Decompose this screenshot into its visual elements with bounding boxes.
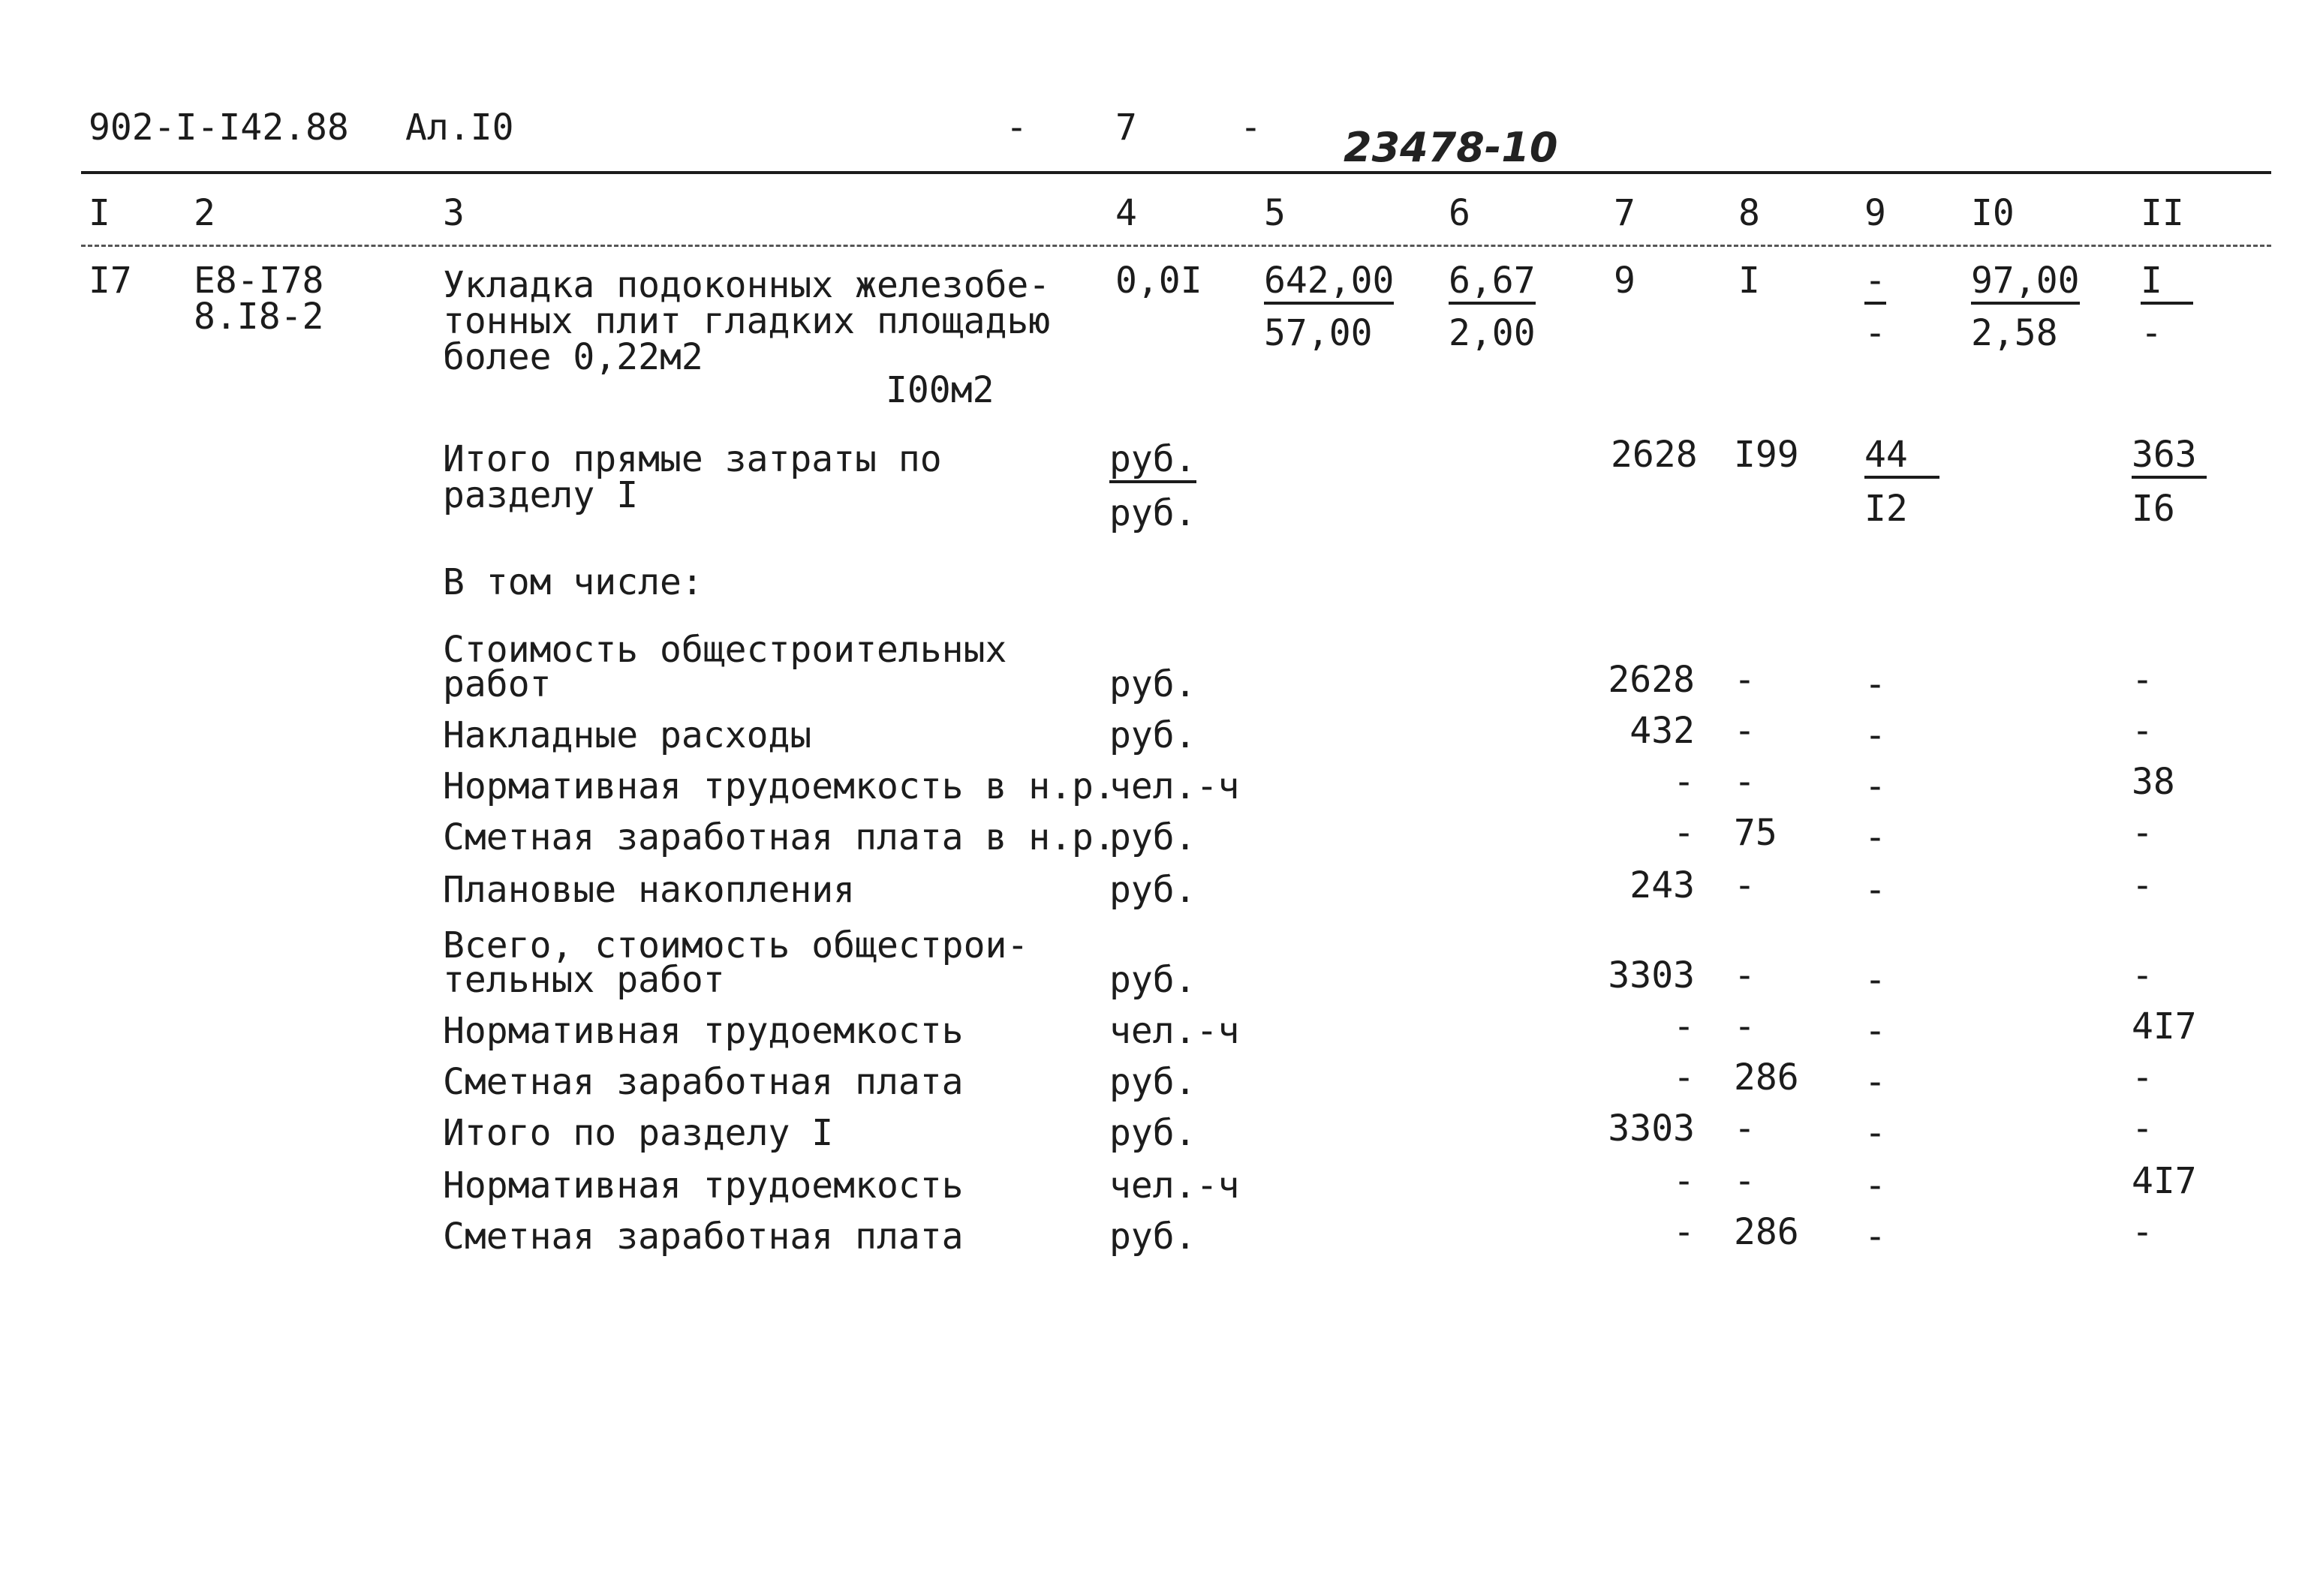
summary-col11: 4I7 <box>2132 1160 2197 1202</box>
summary-unit: руб. <box>1109 869 1196 911</box>
summary-label: Всего, стоимость общестрои- <box>443 924 1029 966</box>
direct-costs-col9-bottom: I2 <box>1864 488 1908 530</box>
direct-costs-label-line2: разделу I <box>443 474 639 516</box>
item-col11-top: I <box>2141 263 2193 305</box>
summary-col8: - <box>1734 761 1756 803</box>
summary-col7: 3303 <box>1608 1108 1695 1150</box>
summary-col9: - <box>1864 959 1886 1001</box>
item-number: I7 <box>89 260 132 302</box>
summary-col7: - <box>1673 1005 1695 1047</box>
summary-col9: - <box>1864 869 1886 911</box>
header-dash-left: - <box>1006 107 1028 149</box>
summary-col8: - <box>1734 954 1756 996</box>
item-col5-bottom: 57,00 <box>1264 312 1373 354</box>
summary-unit: руб. <box>1109 816 1196 858</box>
summary-unit: руб. <box>1109 1061 1196 1103</box>
sheet-label: Ал.I0 <box>405 107 514 149</box>
summary-col8: 286 <box>1734 1211 1799 1253</box>
summary-label: Итого по разделу I <box>443 1112 834 1154</box>
item-unit: I00м2 <box>886 369 995 411</box>
item-col7: 9 <box>1614 260 1635 302</box>
summary-col9: - <box>1864 663 1886 705</box>
col-header-7: 7 <box>1614 192 1635 234</box>
summary-col7: 432 <box>1629 710 1695 752</box>
summary-col11: 38 <box>2132 761 2175 803</box>
including-label: В том числе: <box>443 561 703 603</box>
col-header-6: 6 <box>1449 192 1470 234</box>
summary-col9: - <box>1864 1216 1886 1258</box>
summary-unit: руб. <box>1109 1112 1196 1154</box>
summary-unit: чел.-ч <box>1109 1010 1240 1052</box>
summary-unit: руб. <box>1109 959 1196 1001</box>
item-quantity: 0,0I <box>1115 260 1202 302</box>
summary-col11: - <box>2132 954 2153 996</box>
item-col6-top: 6,67 <box>1449 263 1536 305</box>
summary-label: Сметная заработная плата <box>443 1216 964 1258</box>
item-col8: I <box>1738 260 1760 302</box>
summary-col8: - <box>1734 659 1756 701</box>
item-description-line2: тонных плит гладких площадью <box>443 300 1051 342</box>
table-top-rule <box>81 171 2271 174</box>
summary-col8: - <box>1734 710 1756 752</box>
summary-label: Нормативная трудоемкость <box>443 1010 964 1052</box>
item-code-line1: Е8-I78 <box>194 260 324 302</box>
item-description-line1: Укладка подоконных железобе- <box>443 264 1051 306</box>
item-col9-bottom: - <box>1864 312 1886 354</box>
col-header-9: 9 <box>1864 192 1886 234</box>
summary-label: Нормативная трудоемкость в н.р. <box>443 765 1115 807</box>
summary-col11: - <box>2132 659 2153 701</box>
item-col6-bottom: 2,00 <box>1449 312 1536 354</box>
summary-col8: - <box>1734 864 1756 906</box>
direct-costs-unit-bottom: руб. <box>1109 492 1196 534</box>
col-header-5: 5 <box>1264 192 1286 234</box>
summary-col9: - <box>1864 714 1886 756</box>
summary-col7: - <box>1673 1056 1695 1099</box>
item-col10-top: 97,00 <box>1971 263 2080 305</box>
summary-col9: - <box>1864 816 1886 858</box>
summary-col7: - <box>1673 761 1695 803</box>
summary-col11: 4I7 <box>2132 1005 2197 1047</box>
summary-label: Сметная заработная плата в н.р. <box>443 816 1115 858</box>
summary-col7: 243 <box>1629 864 1695 906</box>
direct-costs-label-line1: Итого прямые затраты по <box>443 438 942 480</box>
summary-label-continued: работ <box>443 663 552 705</box>
col-header-10: I0 <box>1971 192 2015 234</box>
summary-col9: - <box>1864 1165 1886 1207</box>
summary-unit: чел.-ч <box>1109 765 1240 807</box>
direct-costs-col7: 2628 <box>1611 434 1698 476</box>
summary-col7: 2628 <box>1608 659 1695 701</box>
summary-label: Плановые накопления <box>443 869 856 911</box>
col-header-8: 8 <box>1738 192 1760 234</box>
summary-col8: - <box>1734 1160 1756 1202</box>
summary-col9: - <box>1864 765 1886 807</box>
summary-col11: - <box>2132 710 2153 752</box>
item-col5-top: 642,00 <box>1264 263 1394 305</box>
direct-costs-col11-top: 363 <box>2132 437 2207 479</box>
summary-label-continued: тельных работ <box>443 959 725 1001</box>
summary-col8: - <box>1734 1108 1756 1150</box>
header-bottom-rule <box>81 245 2271 247</box>
item-col11-bottom: - <box>2141 312 2162 354</box>
item-code-line2: 8.I8-2 <box>194 296 324 338</box>
summary-col8: 75 <box>1734 812 1777 854</box>
summary-col8: 286 <box>1734 1056 1799 1099</box>
summary-unit: руб. <box>1109 663 1196 705</box>
handwritten-number: 23478-10 <box>1344 124 1558 171</box>
summary-col11: - <box>2132 812 2153 854</box>
summary-label: Нормативная трудоемкость <box>443 1165 964 1207</box>
summary-unit: руб. <box>1109 714 1196 756</box>
summary-col7: - <box>1673 812 1695 854</box>
summary-col7: - <box>1673 1211 1695 1253</box>
summary-col7: 3303 <box>1608 954 1695 996</box>
direct-costs-unit-top: руб. <box>1109 441 1196 483</box>
item-col10-bottom: 2,58 <box>1971 312 2058 354</box>
summary-col11: - <box>2132 864 2153 906</box>
item-description-line3: более 0,22м2 <box>443 336 703 378</box>
col-header-11: II <box>2141 192 2184 234</box>
direct-costs-col11-bottom: I6 <box>2132 488 2175 530</box>
summary-col9: - <box>1864 1010 1886 1052</box>
header-dash-right: - <box>1240 107 1262 149</box>
col-header-2: 2 <box>194 192 215 234</box>
col-header-1: I <box>89 192 110 234</box>
summary-col8: - <box>1734 1005 1756 1047</box>
summary-col11: - <box>2132 1108 2153 1150</box>
summary-col11: - <box>2132 1056 2153 1099</box>
summary-unit: руб. <box>1109 1216 1196 1258</box>
item-col9-top: - <box>1864 263 1886 305</box>
direct-costs-col8: I99 <box>1734 434 1799 476</box>
summary-col7: - <box>1673 1160 1695 1202</box>
summary-unit: чел.-ч <box>1109 1165 1240 1207</box>
summary-label: Накладные расходы <box>443 714 812 756</box>
page-number: 7 <box>1115 107 1137 149</box>
col-header-4: 4 <box>1115 192 1137 234</box>
summary-col9: - <box>1864 1061 1886 1103</box>
summary-col11: - <box>2132 1211 2153 1253</box>
document-code: 902-I-I42.88 <box>89 107 349 149</box>
direct-costs-col9-top: 44 <box>1864 437 1939 479</box>
summary-label: Стоимость общестроительных <box>443 629 1007 671</box>
summary-col9: - <box>1864 1112 1886 1154</box>
col-header-3: 3 <box>443 192 465 234</box>
summary-label: Сметная заработная плата <box>443 1061 964 1103</box>
